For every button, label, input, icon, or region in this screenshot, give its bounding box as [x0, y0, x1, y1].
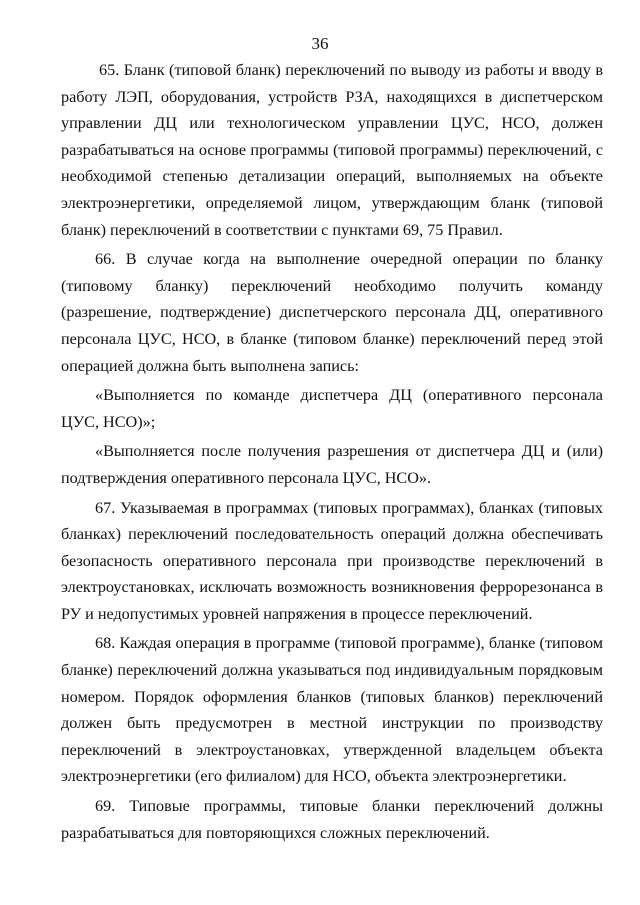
paragraph-69: 69. Типовые программы, типовые бланки переключений должны разрабатываться для повторяющихся сложных переключений. [61, 797, 603, 842]
paragraph-65: 65. Бланк (типовой бланк) переключений по выводу из работы и вводу в работу ЛЭП, оборудования, устройств РЗА, находящихся в диспетчерском управлении ДЦ или технологическом управлении ЦУС, НСО, должен разрабатываться на основе программы (типовой программы) переключений, с необходимой степенью детализации операций, выполняемых на объекте электроэнергетики, определяемой лицом, утверждающим бланк (типовой бланк) переключений в соответствии с пунктами 69, 75 Правил. [61, 61, 603, 239]
quote-permission: «Выполняется после получения разрешения от диспетчера ДЦ и (или) подтверждения оперативного персонала ЦУС, НСО». [61, 442, 603, 487]
paragraph-67: 67. Указываемая в программах (типовых программах), бланках (типовых бланках) переключений последовательность операций должна обеспечивать безопасность оперативного персонала при производстве переключений в электроустановках, исключать возможность возникновения феррорезонанса в РУ и недопустимых уровней напряжения в процессе переключений. [61, 498, 603, 623]
document-body [61, 57, 603, 846]
quote-command: «Выполняется по команде диспетчера ДЦ (оперативного персонала ЦУС, НСО)»; [61, 386, 603, 431]
paragraph-68: 68. Каждая операция в программе (типовой программе), бланке (типовом бланке) переключений должна указываться под индивидуальным порядковым номером. Порядок оформления бланков (типовых бланков) переключений должен быть предусмотрен в местной инструкции по производству переключений в электроустановках, утвержденной владельцем объекта электроэнергетики (его филиалом) для НСО, объекта электроэнергетики. [61, 634, 603, 786]
paragraph-66: 66. В случае когда на выполнение очередной операции по бланку (типовому бланку) переключений необходимо получить команду (разрешение, подтверждение) диспетчерского персонала ДЦ, оперативного персонала ЦУС, НСО, в бланке (типовом бланке) переключений перед этой операцией должна быть выполнена запись: [61, 250, 603, 375]
page-number: 36 [311, 34, 329, 53]
